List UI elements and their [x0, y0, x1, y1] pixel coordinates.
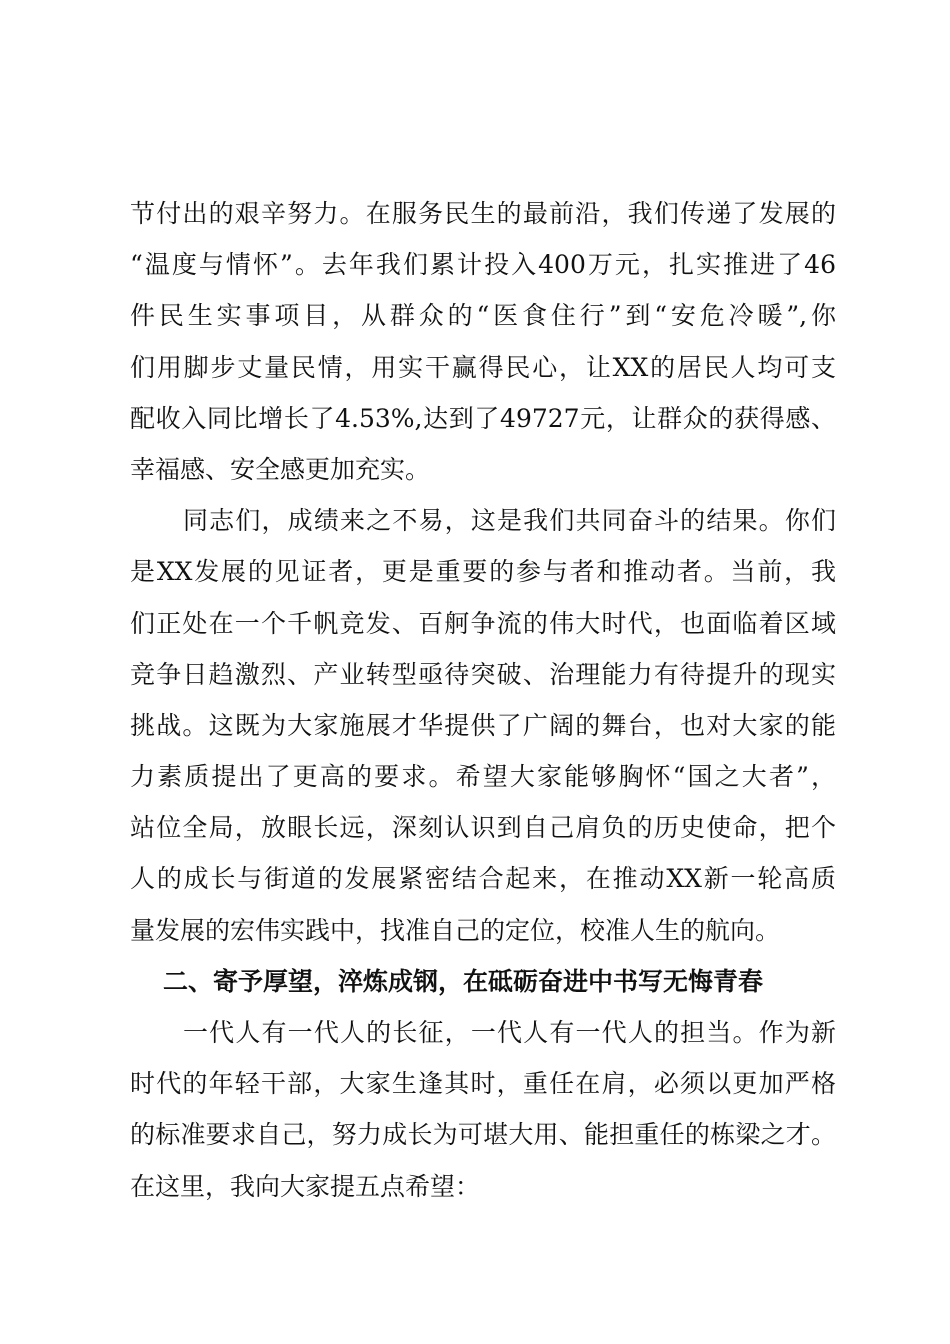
text-line: 件民生实事项目，从群众的“医食住行”到“安危冷暖”,你 — [130, 301, 836, 331]
paragraph-comrades — [130, 495, 836, 956]
text-line: 们用脚步丈量民情，用实干赢得民心，让XX的居民人均可支 — [130, 352, 836, 382]
text-line: 一代人有一代人的长征，一代人有一代人的担当。作为新 — [183, 1018, 836, 1047]
text-line: 在这里，我向大家提五点希望： — [130, 1171, 481, 1201]
text-line: 挑战。这既为大家施展才华提供了广阔的舞台，也对大家的能 — [130, 710, 836, 740]
text-line: 站位全局，放眼长远，深刻认识到自己肩负的历史使命，把个 — [130, 813, 836, 843]
text-line: 配收入同比增长了4.53%,达到了49727元，让群众的获得感、 — [130, 403, 836, 433]
text-line: 们正处在一个千帆竞发、百舸争流的伟大时代，也面临着区域 — [130, 608, 836, 638]
paragraph-expectations — [130, 1007, 836, 1212]
text-line: 的标准要求自己，努力成长为可堪大用、能担重任的栋梁之才。 — [130, 1120, 836, 1150]
text-line: 是XX发展的见证者，更是重要的参与者和推动者。当前，我 — [130, 557, 836, 587]
text-line: 竞争日趋激烈、产业转型亟待突破、治理能力有待提升的现实 — [130, 659, 836, 689]
text-line: 时代的年轻干部，大家生逢其时，重任在肩，必须以更加严格 — [130, 1069, 836, 1099]
text-line: 同志们，成绩来之不易，这是我们共同奋斗的结果。你们 — [183, 506, 836, 536]
paragraph-achievements — [130, 188, 836, 495]
document-page — [130, 188, 836, 1212]
text-line: 人的成长与街道的发展紧密结合起来，在推动XX新一轮高质 — [130, 864, 836, 894]
text-line: 力素质提出了更高的要求。希望大家能够胸怀“国之大者”， — [130, 762, 836, 792]
text-line: 幸福感、安全感更加充实。 — [130, 454, 431, 484]
text-line: 节付出的艰辛努力。在服务民生的最前沿，我们传递了发展的 — [130, 199, 836, 228]
section-heading: 二、寄予厚望，淬炼成钢，在砥砺奋进中书写无悔青春 — [163, 966, 764, 996]
text-line: 量发展的宏伟实践中，找准自己的定位，校准人生的航向。 — [130, 915, 781, 945]
text-line: “温度与情怀”。去年我们累计投入400万元，扎实推进了46 — [130, 250, 836, 280]
